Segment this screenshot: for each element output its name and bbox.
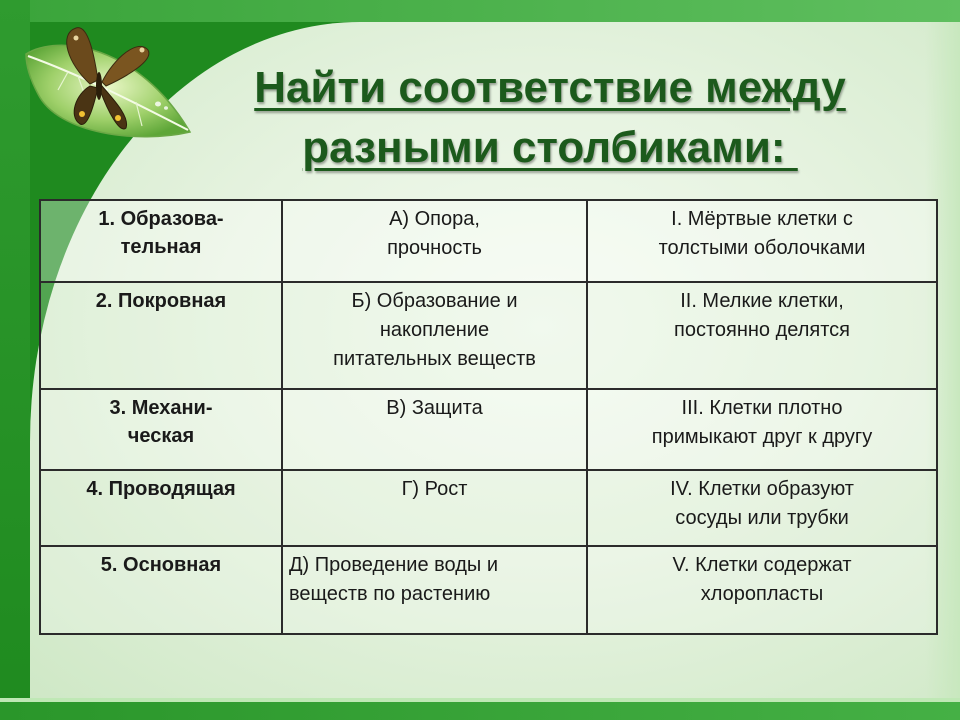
feature-cell: III. Клетки плотно примыкают друг к другу (587, 389, 937, 470)
function-cell: В) Защита (282, 389, 587, 470)
frame-top (0, 0, 960, 22)
tissue-cell: 4. Проводящая (40, 470, 282, 546)
title-line-2: разными столбиками: (302, 123, 798, 172)
function-cell: А) Опора, прочность (282, 200, 587, 282)
feature-cell: IV. Клетки образуют сосуды или трубки (587, 470, 937, 546)
butterfly-on-leaf-icon (18, 24, 193, 144)
tissue-cell: 2. Покровная (40, 282, 282, 389)
frame-bottom (0, 698, 960, 720)
table-row (40, 282, 937, 389)
function-cell: Б) Образование и накопление питательных веществ (282, 282, 587, 389)
table-row (40, 389, 937, 470)
function-cell: Д) Проведение воды и веществ по растению (282, 546, 587, 634)
table-row (40, 200, 937, 282)
tissue-cell: 3. Механи- ческая (40, 389, 282, 470)
slide-title (180, 58, 920, 178)
feature-cell: I. Мёртвые клетки с толстыми оболочками (587, 200, 937, 282)
matching-table (39, 199, 938, 635)
function-cell: Г) Рост (282, 470, 587, 546)
table-row (40, 546, 937, 634)
tissue-cell: 5. Основная (40, 546, 282, 634)
table-row (40, 470, 937, 546)
feature-cell: II. Мелкие клетки, постоянно делятся (587, 282, 937, 389)
tissue-cell: 1. Образова- тельная (40, 200, 282, 282)
feature-cell: V. Клетки содержат хлоропласты (587, 546, 937, 634)
title-line-1: Найти соответствие между (254, 63, 846, 112)
